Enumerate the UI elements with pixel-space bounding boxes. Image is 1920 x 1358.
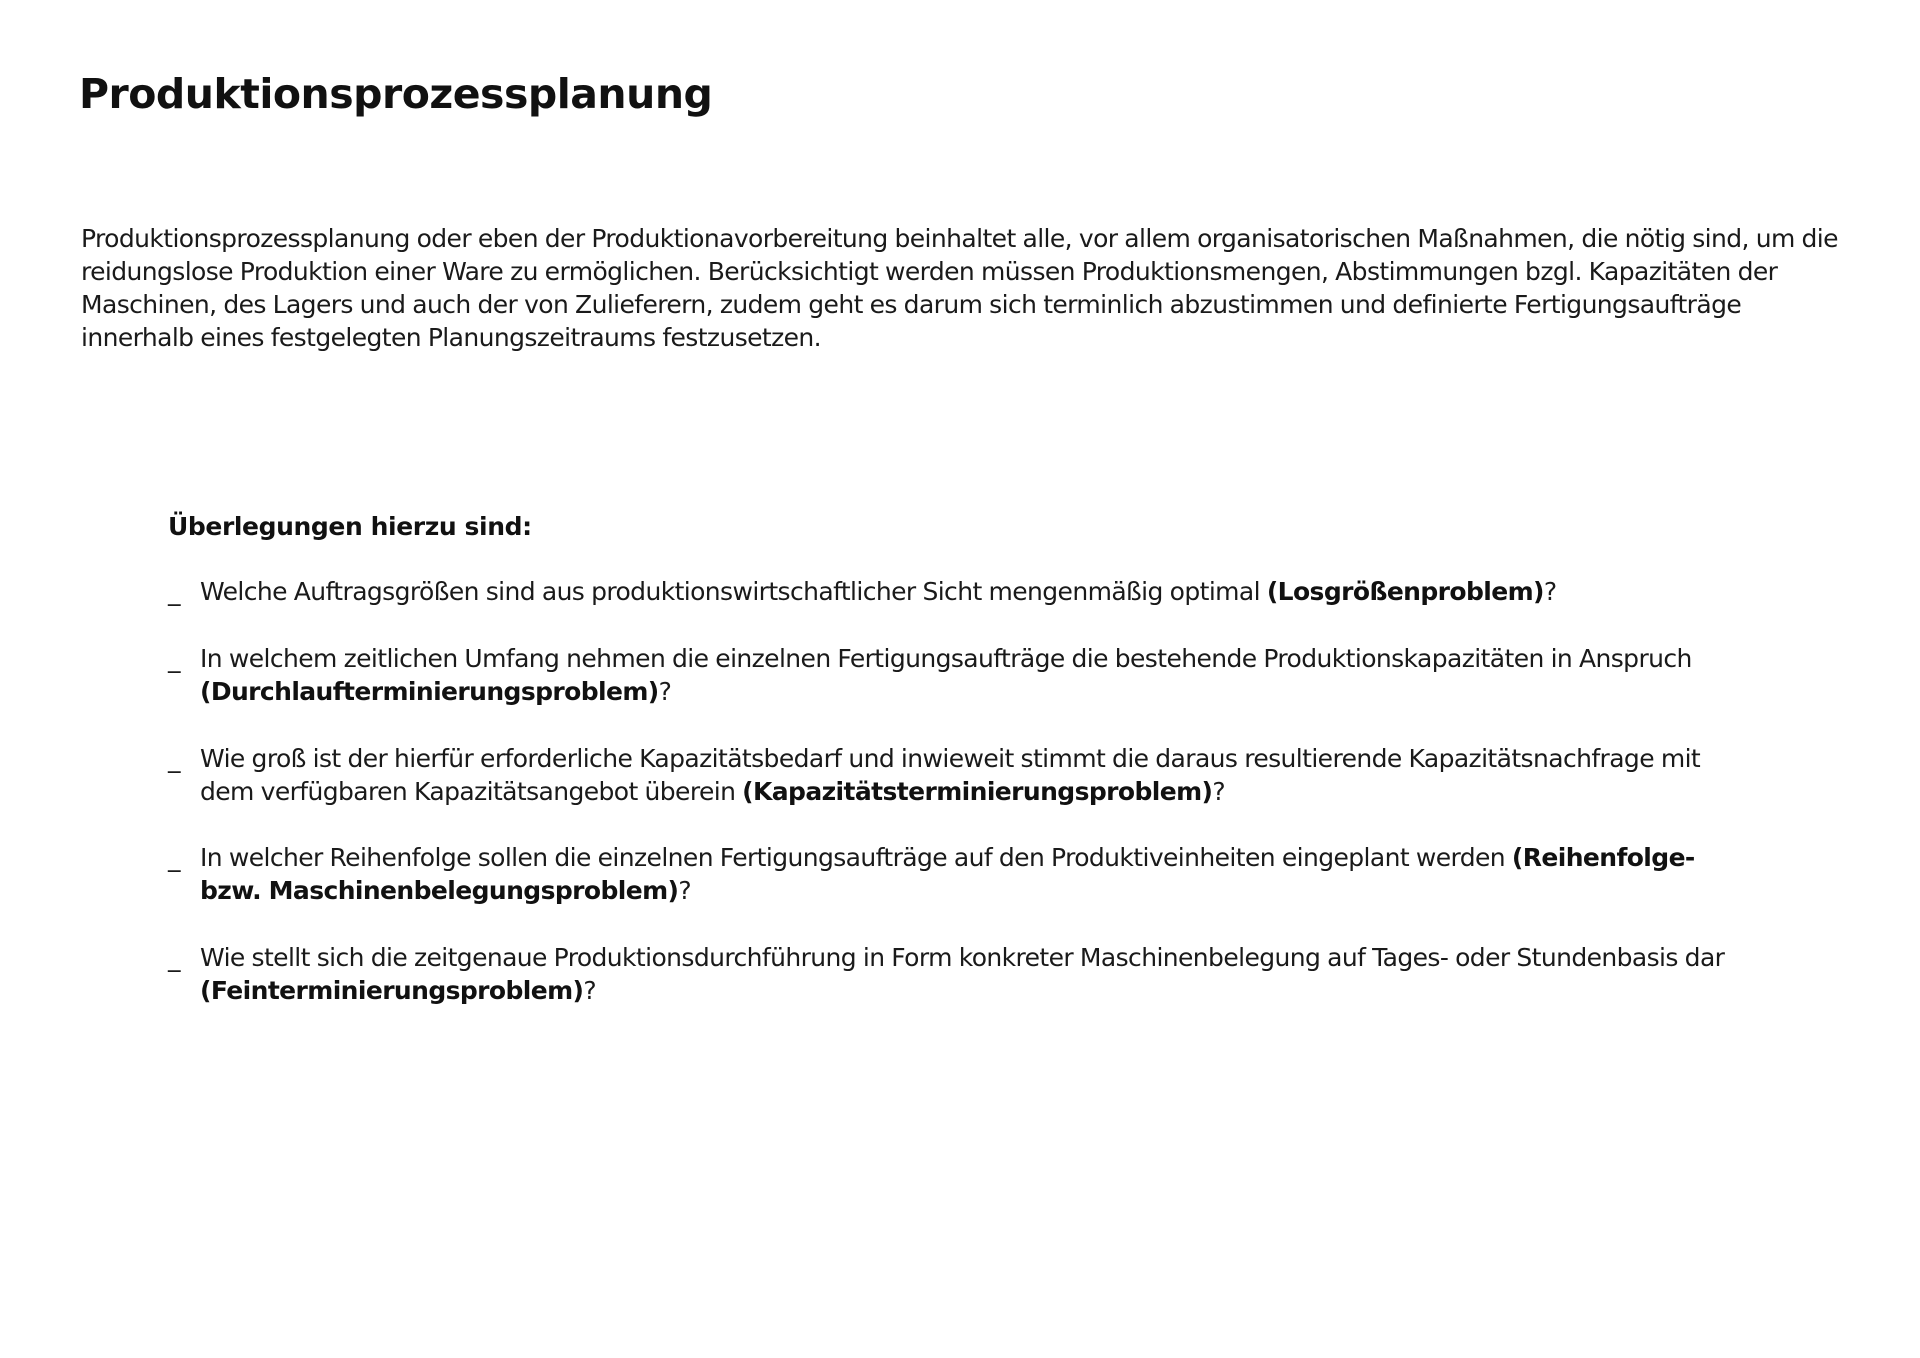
list-item-suffix: ? [1212,777,1226,806]
list-item-text: Wie stellt sich die zeitgenaue Produktionsdurchführung in Form konkreter Maschinenbelegung auf Tages- oder Stundenbasis dar [200,943,1725,972]
considerations-heading: Überlegungen hierzu sind: [168,512,532,541]
bullet-marker: _ [168,744,180,773]
list-item [168,642,1890,708]
list-item-text: Welche Auftragsgrößen sind aus produktionswirtschaftlicher Sicht mengenmäßig optimal [200,577,1267,606]
list-item-suffix: ? [583,976,597,1005]
list-item [168,841,1890,907]
list-item-line [200,575,1890,608]
list-item-line [200,841,1890,874]
problem-term: (Losgrößenproblem) [1266,577,1544,606]
list-item-suffix: ? [658,677,672,706]
problem-term: (Feinterminierungsproblem) [200,976,584,1005]
bullet-marker: _ [168,943,180,972]
list-item-line [200,974,1890,1007]
list-item-line [200,675,1890,708]
problem-term: (Reihenfolge- [1511,843,1695,872]
page-title: Produktionsprozessplanung [79,70,713,118]
intro-paragraph: Produktionsprozessplanung oder eben der Produktionavorbereitung beinhaltet alle, vor allem organisatorischen Maßnahmen, die nötig sind, um die reidungslose Produktion einer Ware zu ermöglichen. Berücksichtigt werden müssen Produktionsmengen, Abstimmungen bzgl. Kapazitäten der Maschinen, des Lagers und auch der von Zulieferern, zudem geht es darum sich terminlich abzustimmen und definierte Fertigungsaufträge innerhalb eines festgelegten Planungszeitraums festzusetzen. [81,224,1838,352]
list-item-suffix: ? [1543,577,1557,606]
list-item [168,941,1890,1007]
list-item-text: In welcher Reihenfolge sollen die einzelnen Fertigungsaufträge auf den Produktiveinheiten eingeplant werden [200,843,1512,872]
bullet-marker: _ [168,843,180,872]
bullet-marker: _ [168,577,180,606]
problem-term: (Durchlaufterminierungsproblem) [200,677,659,706]
list-item-text: dem verfügbaren Kapazitätsangebot überein [200,777,743,806]
list-item-line [200,874,1890,907]
list-item-suffix: ? [678,876,692,905]
list-item [168,575,1890,608]
list-item-text: In welchem zeitlichen Umfang nehmen die einzelnen Fertigungsaufträge die bestehende Produktionskapazitäten in Anspruch [200,644,1692,673]
list-item-text: Wie groß ist der hierfür erforderliche Kapazitätsbedarf und inwieweit stimmt die daraus resultierende Kapazitätsnachfrage mit [200,744,1701,773]
bullet-marker: _ [168,644,180,673]
list-item-line [200,775,1890,808]
considerations-section [168,510,1868,1005]
list-item [168,742,1890,808]
problem-term: bzw. Maschinenbelegungsproblem) [200,876,679,905]
problem-term: (Kapazitätsterminierungsproblem) [742,777,1213,806]
